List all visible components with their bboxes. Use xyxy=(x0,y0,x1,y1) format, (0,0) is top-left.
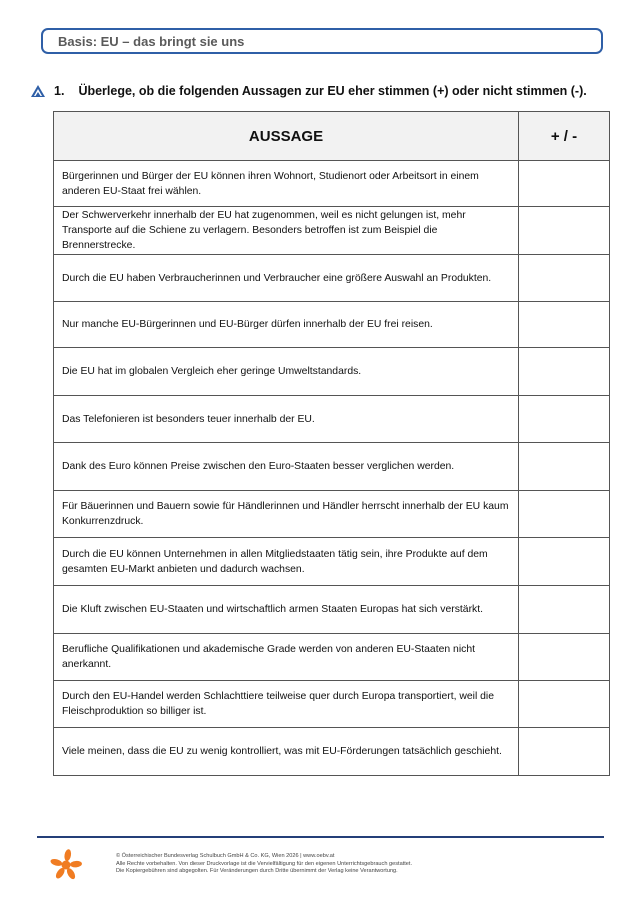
statement-cell: Bürgerinnen und Bürger der EU können ihren Wohnort, Studienort oder Arbeitsort in einem anderen EU-Staat frei wählen. xyxy=(54,161,519,207)
statement-cell: Die EU hat im globalen Vergleich eher geringe Umweltstandards. xyxy=(54,348,519,396)
statement-cell: Nur manche EU-Bürgerinnen und EU-Bürger dürfen innerhalb der EU frei reisen. xyxy=(54,302,519,348)
table-row xyxy=(54,538,610,586)
answer-cell[interactable] xyxy=(519,302,610,348)
statement-cell: Das Telefonieren ist besonders teuer innerhalb der EU. xyxy=(54,396,519,443)
table-row xyxy=(54,207,610,255)
statement-cell: Viele meinen, dass die EU zu wenig kontrolliert, was mit EU-Förderungen tatsächlich geschieht. xyxy=(54,728,519,776)
footer-line-1: © Österreichischer Bundesverlag Schulbuch GmbH & Co. KG, Wien 2026 | www.oebv.at xyxy=(116,853,335,859)
footer-line-2: Alle Rechte vorbehalten. Von dieser Druckvorlage ist die Vervielfältigung für den eigenen Unterrichtsgebrauch gestattet. xyxy=(116,860,413,867)
answer-cell[interactable] xyxy=(519,586,610,634)
rating-column-header: + / - xyxy=(519,112,610,161)
table-row xyxy=(54,302,610,348)
answer-cell[interactable] xyxy=(519,491,610,538)
statement-cell: Durch den EU-Handel werden Schlachttiere teilweise quer durch Europa transportiert, weil die Fleischproduktion so billiger ist. xyxy=(54,681,519,728)
statement-cell: Dank des Euro können Preise zwischen den Euro-Staaten besser verglichen werden. xyxy=(54,443,519,491)
worksheet-title: Basis: EU – das bringt sie uns xyxy=(58,33,245,49)
answer-cell[interactable] xyxy=(519,396,610,443)
answer-cell[interactable] xyxy=(519,538,610,586)
task-instruction xyxy=(30,84,630,98)
statement-cell: Durch die EU können Unternehmen in allen Mitgliedstaaten tätig sein, ihre Produkte auf dem gesamten EU-Markt anbieten und dadurch wachsen. xyxy=(54,538,519,586)
footer-copyright xyxy=(116,853,586,876)
answer-cell[interactable] xyxy=(519,443,610,491)
statements-table xyxy=(53,111,610,776)
task-text: Überlege, ob die folgenden Aussagen zur EU eher stimmen (+) oder nicht stimmen (-). xyxy=(78,84,587,98)
table-row xyxy=(54,161,610,207)
task-number: 1. xyxy=(54,84,65,98)
table-row xyxy=(54,255,610,302)
table-row xyxy=(54,586,610,634)
table-row xyxy=(54,681,610,728)
answer-cell[interactable] xyxy=(519,728,610,776)
answer-cell[interactable] xyxy=(519,255,610,302)
answer-cell[interactable] xyxy=(519,348,610,396)
worksheet-header xyxy=(41,28,603,54)
footer-line-3: Die Kopiergebühren sind abgegolten. Für Veränderungen durch Dritte übernimmt der Verlag keine Verantwortung. xyxy=(116,868,398,875)
statement-column-header: AUSSAGE xyxy=(54,112,519,161)
footer-divider xyxy=(37,836,604,838)
answer-cell[interactable] xyxy=(519,634,610,681)
table-header-row xyxy=(54,112,610,161)
answer-cell[interactable] xyxy=(519,681,610,728)
triangle-level-icon xyxy=(30,84,46,98)
table-row xyxy=(54,728,610,776)
publisher-logo xyxy=(49,848,83,882)
statement-cell: Die Kluft zwischen EU-Staaten und wirtschaftlich armen Staaten Europas hat sich verstärkt. xyxy=(54,586,519,634)
table-row xyxy=(54,491,610,538)
table-row xyxy=(54,443,610,491)
statement-cell: Der Schwerverkehr innerhalb der EU hat zugenommen, weil es nicht gelungen ist, mehr Transporte auf die Schiene zu verlagern. Besonders betroffen ist zum Beispiel die Brennerstrecke. xyxy=(54,207,519,255)
statement-cell: Berufliche Qualifikationen und akademische Grade werden von anderen EU-Staaten nicht anerkannt. xyxy=(54,634,519,681)
answer-cell[interactable] xyxy=(519,161,610,207)
table-row xyxy=(54,634,610,681)
table-row xyxy=(54,396,610,443)
answer-cell[interactable] xyxy=(519,207,610,255)
statement-cell: Durch die EU haben Verbraucherinnen und Verbraucher eine größere Auswahl an Produkten. xyxy=(54,255,519,302)
table-row xyxy=(54,348,610,396)
statement-cell: Für Bäuerinnen und Bauern sowie für Händlerinnen und Händler herrscht innerhalb der EU kaum Konkurrenzdruck. xyxy=(54,491,519,538)
